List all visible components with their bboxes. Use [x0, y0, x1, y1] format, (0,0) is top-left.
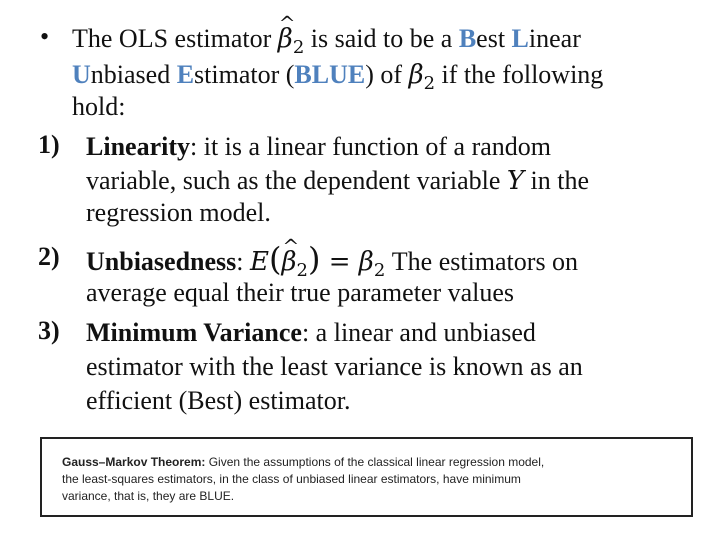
theorem-title: Gauss–Markov Theorem: [62, 455, 206, 469]
intro-text-1: The OLS estimator [72, 24, 278, 53]
acronym-e: E [176, 60, 195, 89]
item-3-line-2: estimator with the least variance is known as an [86, 352, 583, 381]
item-2-number: 2) [38, 242, 60, 271]
intro-nbiased: nbiased [90, 60, 177, 89]
item-3-line-1 [86, 316, 536, 350]
theorem-line-1: Given the assumptions of the classical linear regression model, [205, 455, 545, 469]
acronym-blue: BLUE [294, 60, 366, 89]
item-1-number: 1) [38, 130, 60, 159]
acronym-l: L [511, 24, 529, 53]
item-3-text: : a linear and unbiased [301, 318, 536, 347]
theorem-line-3: variance, that is, they are BLUE. [62, 489, 235, 503]
item-1-title: Linearity [86, 132, 190, 161]
intro-of: ) of [365, 60, 409, 89]
item-3-number: 3) [38, 316, 60, 345]
theorem-text [62, 454, 677, 505]
acronym-u: U [72, 60, 91, 89]
intro-inear: inear [528, 24, 581, 53]
intro-line-2 [72, 58, 603, 101]
theorem-line-2: the least-squares estimators, in the class of unbiased linear estimators, have minimum [62, 472, 521, 486]
expectation-expression: E(^ $\beta_2) = \beta_2$ [250, 247, 385, 277]
item-2-tail: The estimators on [385, 247, 579, 276]
item-1-line-1 [86, 130, 551, 164]
intro-text-2: is said to be a [304, 24, 459, 53]
item-2-line-2: average equal their true parameter values [86, 278, 515, 307]
acronym-b: B [458, 24, 477, 53]
beta-symbol: $\beta_2$ [408, 60, 436, 94]
intro-line-3: hold: [72, 92, 126, 121]
item-1-text-2a: variable, such as the dependent variable [86, 166, 507, 195]
variable-y: Y [506, 166, 525, 196]
intro-hold-tail: if the following [435, 60, 604, 89]
item-1-text: : it is a linear function of a random [190, 132, 552, 161]
item-3-title: Minimum Variance [86, 318, 302, 347]
intro-stimator: stimator ( [194, 60, 295, 89]
item-2-title: Unbiasedness [86, 247, 237, 276]
theorem-box [40, 437, 693, 517]
intro-est: est [476, 24, 512, 53]
item-2-colon: : [236, 247, 251, 276]
bullet-marker: • [40, 22, 50, 51]
item-3-line-3: efficient (Best) estimator. [86, 386, 351, 415]
item-1-line-2 [86, 164, 589, 198]
beta-hat-symbol: ^ $\beta_2$ [278, 24, 304, 54]
item-1-line-3: regression model. [86, 198, 271, 227]
item-1-text-2b: in the [524, 166, 590, 195]
